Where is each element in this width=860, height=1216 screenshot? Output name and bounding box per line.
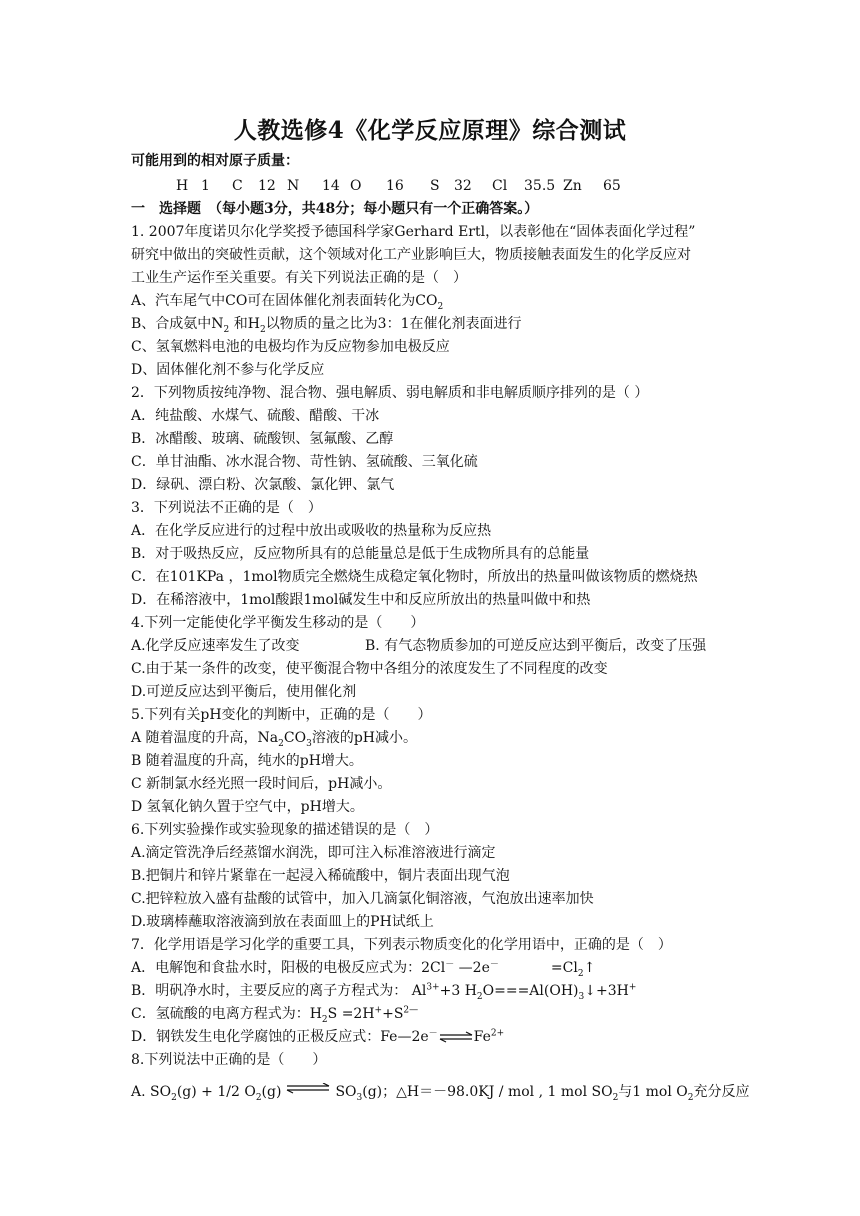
q7-option-a: A．电解饱和食盐水时，阳极的电极反应式为：2Cl－ —2e－ $=Cl_2↑$ bbox=[131, 959, 596, 979]
atomic-mass-entry: N bbox=[287, 178, 300, 194]
atomic-mass-entry: 1 bbox=[201, 178, 210, 194]
q7-option-c: C．氢硫酸的电离方程式为：$H_2S =2H^++S^{2—}$ bbox=[131, 1005, 419, 1025]
reversible-arrow-icon bbox=[438, 1031, 474, 1043]
q5-option-c: C 新制氯水经光照一段时间后，pH减小。 bbox=[131, 776, 392, 792]
q2-option-b: B．冰醋酸、玻璃、硫酸钡、氢氟酸、乙醇 bbox=[131, 431, 394, 447]
atomic-mass-entry: 12 bbox=[258, 178, 276, 194]
q6-option-c: C.把锌粒放入盛有盐酸的试管中，加入几滴氯化铜溶液，气泡放出速率加快 bbox=[131, 891, 594, 907]
q3-stem: 3．下列说法不正确的是（ ） bbox=[131, 500, 322, 516]
q4-option-c: C.由于某一条件的改变，使平衡混合物中各组分的浓度发生了不同程度的改变 bbox=[131, 661, 608, 677]
q7-option-d: D．钢铁发生电化学腐蚀的正极反应式：Fe—2e－ $Fe^{2+}$ bbox=[131, 1028, 505, 1045]
q1-option-c: C、氢氧燃料电池的电极均作为反应物参加电极反应 bbox=[131, 339, 450, 355]
q3-option-d: D．在稀溶液中，1mol酸跟1mol碱发生中和反应所放出的热量叫做中和热 bbox=[131, 592, 591, 608]
atomic-mass-entry: 32 bbox=[454, 178, 472, 194]
q5-option-b: B 随着温度的升高，纯水的pH增大。 bbox=[131, 753, 363, 769]
q6-stem: 6.下列实验操作或实验现象的描述错误的是（ ） bbox=[131, 822, 439, 838]
atomic-mass-heading: 可能用到的相对原子质量： bbox=[131, 153, 299, 169]
q4-option-d: D.可逆反应达到平衡后，使用催化剂 bbox=[131, 684, 357, 700]
atomic-mass-entry: 14 bbox=[322, 178, 340, 194]
q7-stem: 7．化学用语是学习化学的重要工具，下列表示物质变化的化学用语中，正确的是（ ） bbox=[131, 937, 672, 953]
q1-stem-line2: 研究中做出的突破性贡献，这个领域对化工产业影响巨大，物质接触表面发生的化学反应对 bbox=[131, 247, 691, 263]
q1-option-b: B、合成氨中$N_2$ 和$H_2$以物质的量之比为3：1在催化剂表面进行 bbox=[131, 316, 522, 335]
q6-option-d: D.玻璃棒蘸取溶液滴到放在表面皿上的PH试纸上 bbox=[131, 914, 434, 930]
q1-stem-line1: 1. 2007年度诺贝尔化学奖授予德国科学家Gerhard Ertl，以表彰他在“固体表面化学过程” bbox=[131, 224, 696, 240]
atomic-mass-entry: 35.5 bbox=[524, 178, 556, 194]
q1-option-d: D、固体催化剂不参与化学反应 bbox=[131, 362, 325, 378]
atomic-mass-entry: Zn bbox=[563, 178, 582, 194]
q5-option-d: D 氢氧化钠久置于空气中，pH增大。 bbox=[131, 799, 364, 815]
q1-stem-line3: 工业生产运作至关重要。有关下列说法正确的是（ ） bbox=[131, 270, 467, 286]
q8-stem: 8.下列说法中正确的是（ ） bbox=[131, 1052, 327, 1068]
atomic-mass-entry: 16 bbox=[386, 178, 404, 194]
q2-stem: 2．下列物质按纯净物、混合物、强电解质、弱电解质和非电解质顺序排列的是（ ） bbox=[131, 385, 649, 401]
q3-option-a: A．在化学反应进行的过程中放出或吸收的热量称为反应热 bbox=[131, 523, 492, 539]
q6-option-a: A.滴定管洗净后经蒸馏水润洗，即可注入标准溶液进行滴定 bbox=[131, 845, 496, 861]
atomic-mass-entry: S bbox=[430, 178, 440, 194]
q4-option-b: B. 有气态物质参加的可逆反应达到平衡后，改变了压强 bbox=[365, 638, 707, 654]
reversible-arrow-icon bbox=[285, 1083, 331, 1095]
page-title: 人教选修4《化学反应原理》综合测试 bbox=[233, 117, 627, 144]
q6-option-b: B.把铜片和锌片紧靠在一起浸入稀硫酸中，铜片表面出现气泡 bbox=[131, 868, 510, 884]
q2-option-d: D．绿矾、漂白粉、次氯酸、氯化钾、氯气 bbox=[131, 477, 395, 493]
section-heading: 一 选择题 （每小题3分，共48分；每小题只有一个正确答案。） bbox=[131, 201, 539, 217]
atomic-mass-entry: Cl bbox=[492, 178, 508, 194]
q1-option-a: A、汽车尾气中CO可在固体催化剂表面转化为$CO_2$ bbox=[131, 293, 444, 312]
atomic-mass-entry: H bbox=[176, 178, 189, 194]
q3-option-b: B．对于吸热反应，反应物所具有的总能量总是低于生成物所具有的总能量 bbox=[131, 546, 590, 562]
q7-option-b: B．明矾净水时，主要反应的离子方程式为： $Al^{3+}+3$ $H_2O===Al(OH)_3↓+3H^+$ bbox=[131, 982, 637, 1002]
q4-option-a: A.化学反应速率发生了改变 bbox=[131, 638, 300, 654]
q3-option-c: C．在101KPa ，1mol物质完全燃烧生成稳定氧化物时，所放出的热量叫做该物质的燃烧热 bbox=[131, 569, 698, 585]
q4-stem: 4.下列一定能使化学平衡发生移动的是（ ） bbox=[131, 615, 425, 631]
q5-stem: 5.下列有关pH变化的判断中，正确的是（ ） bbox=[131, 707, 432, 723]
atomic-mass-entry: O bbox=[350, 178, 362, 194]
q5-option-a: A 随着温度的升高，$Na_2CO_3$溶液的pH减小。 bbox=[131, 730, 418, 749]
q2-option-c: C．单甘油酯、冰水混合物、苛性钠、氢硫酸、三氧化硫 bbox=[131, 454, 478, 470]
atomic-mass-entry: 65 bbox=[603, 178, 621, 194]
q8-option-a: A. $SO_2(g) + 1/2$ $O_2(g)$ $SO_3(g)$；△H＝－98.0KJ / mol , 1 mol $SO_2$与1 mol $O_2$充分反应 bbox=[131, 1084, 750, 1103]
atomic-mass-entry: C bbox=[232, 178, 243, 194]
q2-option-a: A．纯盐酸、水煤气、硫酸、醋酸、干冰 bbox=[131, 408, 380, 424]
